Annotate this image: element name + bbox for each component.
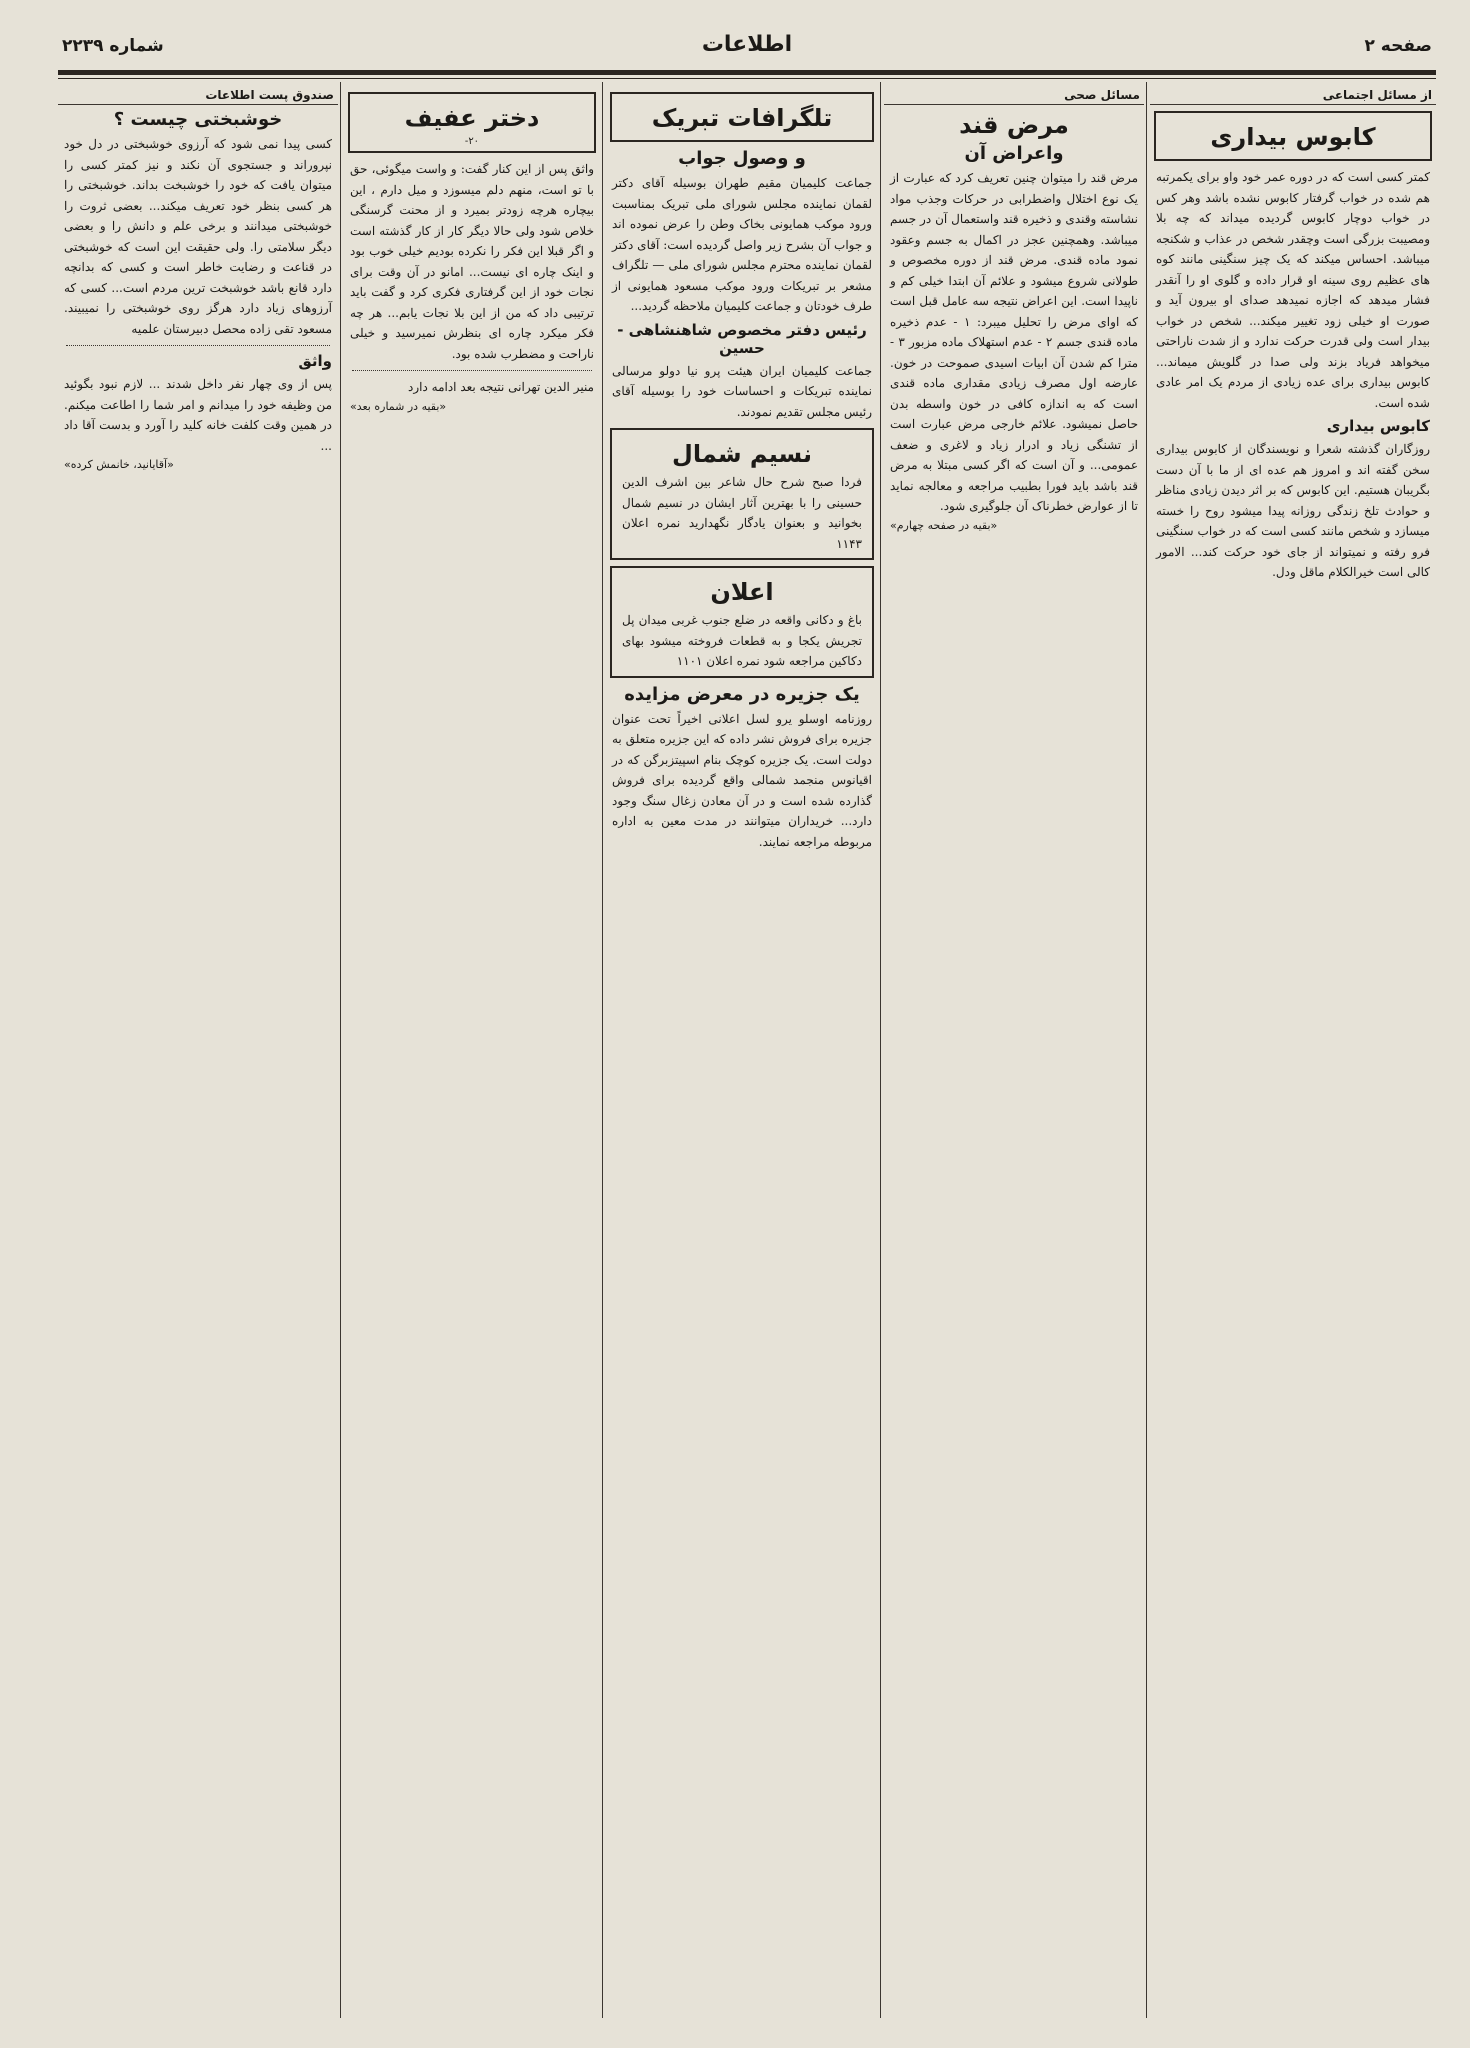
title-box	[610, 92, 874, 142]
continued-note: «بقیه در شماره بعد»	[350, 399, 447, 413]
header-thick-rule	[58, 70, 1436, 75]
continued-note: «آقایانید، خانمش کرده»	[64, 458, 174, 471]
article-body-continued: جماعت کلیمیان ایران هیئت پرو نیا دولو مرسالی نماینده تبریکات و احساسات خود را بوسیله آقای رئیس مجلس تقدیم نمودند.	[612, 363, 872, 419]
ad-box-nasim-shomal	[610, 428, 874, 560]
column-serial-story	[344, 86, 600, 2018]
article-body: کسی پیدا نمی شود که آرزوی خوشبختی در دل خود نپروراند و جستجوی آن نکند و نیز کمتر کسی را میتوان یافت که خود را خوشبخت بداند. خوشبختی را هر کسی بنظر خود تعریف میکند... بعضی ثروت را خوشبختی میدانند و برخی علم و دانش را و بعضی دیگر سلامتی را. ولی حقیقت این است که خوشبختی در قناعت و رضایت خاطر است و کسی که بدانچه دارد قانع باشد خوشبخت ترین مردم است... کسی که آرزوهای زیاد دارد هرگز روی خوشبختی را نمیبیند. مسعود تقی زاده محصل دبیرستان علمیه	[64, 137, 332, 336]
article-subheading: واثق	[298, 352, 332, 370]
article-body: مرض قند را میتوان چنین تعریف کرد که عبارت از یک نوع اختلال واضطرابی در حرکات وجذب مواد نشاسته وقندی و ذخیره قند واستعمال آن در جسم میباشد. وهمچنین عجز در اکمال به جسم وعقود نمود ماده قندی. مرض قند از دوره مخصوص و طولانی شروع میشود و علائم آن ابتدا خیلی کم و ناپیدا است. این اعراض نتیجه سه عامل قبل است که اوای مرض را تحلیل میبرد: ۱ - عدم ذخیره ماده قندی جسم ۲ - عدم استهلاک ماده مزبور ۳ - مترا کم شدن آن ابیات اسیدی صموحت در خون. عارضه اول مصرف زیادی مقداری ماده قندی است که به اندازه کافی در خون واسطه بدن حاصل نمیشود. علائم خارجی مرض عبارت است از تشنگی زیاد و ادرار زیاد و لاغری و ضعف عمومی... و آن است که اگر کسی مبتلا به مرض قند باشد باید فورا بطبیب مراجعه و معالجه نماید تا از عوارض خطرناک آن جلوگیری شود.	[890, 171, 1138, 513]
article-title: مرض قند	[959, 111, 1069, 139]
page-header	[62, 28, 1432, 68]
ad-box-announcement	[610, 566, 874, 678]
divider	[66, 345, 330, 346]
article-body: کمتر کسی است که در دوره عمر خود واو برای یکمرتبه هم شده در خواب گرفتار کابوس نشده باشد وهر کس در خواب دوچار کابوس گردیده میداند که چه بلا ومصیبت بزرگی است وچقدر شخص در عذاب و شکنجه میباشد. احساس میکند که یک چیز سنگینی مانند کوه های عظیم روی سینه او قرار داده و گلوی او را آنقدر فشار میدهد که اجازه نمیدهد صدای او بیرون آید و صورت او خیلی زود تغییر میکند... شخص در خواب بیدار است ولی قدرت حرکت ندارد و از شدت ناراحتی میخواهد فریاد بزند ولی صدا در گلویش میماند... کابوس بیداری برای عده زیادی از مردم یک امر عادی شده است.	[1156, 170, 1430, 410]
header-thin-rule	[58, 78, 1436, 79]
section-body: روزنامه اوسلو یرو لسل اعلانی اخیراً تحت عنوان جزیره برای فروش نشر داده که این جزیره متعلق به دولت است. یک جزیره کوچک بنام اسپیتزبرگن که در اقیانوس منجمد شمالی واقع گردیده برای فروش گذارده شده است و در آن معادن زغال سنگ وجود دارد... خریداران میتوانند در مدت معین به اداره مربوطه مراجعه نمایند.	[612, 711, 872, 849]
section-label: از مسائل اجتماعی	[1150, 86, 1436, 105]
column-telegrams	[606, 86, 878, 2018]
article-title: تلگرافات تبریک	[651, 104, 833, 132]
column-divider	[1146, 82, 1147, 2018]
story-body: واثق پس از این کنار گفت: و واست میگوئی، حق با تو است، منهم دلم میسوزد و میل دارم ، این بیچاره هرچه زودتر بمیرد و از محنت گرسنگی خلاص شود ولی حالا دیگر کار از کار گذشته است و اگر قبلا این فکر را نکرده بودیم خیلی خوب بود و اینک چاره ای نیست... امانو در آن وقت برای نجات خود از این گرفتاری فکری کرد و گفت باید ترتیبی داد که من از این بلا نجات یابم... هر چه فکر میکرد چاره ای بنظرش نمیرسید و خیلی ناراحت و مضطرب شده بود.	[350, 162, 594, 361]
title-box	[348, 92, 596, 153]
section-label: صندوق پست اطلاعات	[58, 86, 338, 105]
issue-number: شماره ۲۲۳۹	[62, 36, 164, 56]
article-body-continued: روزگاران گذشته شعرا و نویسندگان از کابوس بیداری سخن گفته اند و امروز هم عده ای از ما با آن دست بگریبان هستیم. این کابوس که بر اثر دیدن زیادی مناظر و حوادث تلخ زندگی روزانه پیدا میشود روح را خسته میسازد و شخص مانند کسی است که در خواب سنگینی فرو رفته و نمیتواند از جای خود حرکت کند... الامور کالی است خیرالکلام ماقل ودل.	[1156, 442, 1430, 579]
article-subtitle: واعراض آن	[964, 143, 1064, 164]
ad-text: فردا صبح شرح حال شاعر بین اشرف الدین حسینی را با بهترین آثار ایشان در نسیم شمال بخوانید و بعنوان یادگار نگهدارید نمره اعلان ۱۱۴۳	[622, 475, 862, 551]
article-signature: رئیس دفتر مخصوص شاهنشاهی - حسین	[617, 320, 867, 357]
column-social-issues	[1150, 86, 1436, 2018]
article-body-continued: پس از وی چهار نفر داخل شدند ... لازم نبود بگوئید من وظیفه خود را میدانم و امر شما را اطاعت میکنم. در همین وقت کلفت خانه کلید را آورد و بدست آقا داد ...	[64, 377, 332, 453]
article-title: کابوس بیداری	[1210, 123, 1376, 151]
article-subheading: کابوس بیداری	[1326, 417, 1430, 435]
section-heading: یک جزیره در معرض مزایده	[624, 683, 860, 705]
article-title: خوشبختی چیست ؟	[113, 109, 283, 130]
article-body: جماعت کلیمیان مقیم طهران بوسیله آقای دکتر لقمان نماینده مجلس شورای ملی تبریک بمناسبت ورود موکب همایونی بخاک وطن را عرض نموده اند و جواب آن بشرح زیر واصل گردیده است: آقای دکتر لقمان نماینده محترم مجلس شورای ملی — تلگراف مشعر بر تبریکات ورود موکب مسعود همایونی از طرف خودتان و جماعت کلیمیان ملاحظه گردید...	[612, 176, 872, 313]
ad-title: اعلان	[710, 578, 774, 606]
column-mailbox	[58, 86, 338, 2018]
continued-note: «بقیه در صفحه چهارم»	[890, 518, 998, 532]
column-health	[884, 86, 1144, 2018]
story-note: منیر الدین تهرانی نتیجه بعد ادامه دارد	[408, 380, 594, 394]
section-label: مسائل صحی	[884, 86, 1144, 105]
paper-name: اطلاعات	[701, 32, 793, 57]
ad-title: نسیم شمال	[672, 440, 812, 468]
divider	[352, 370, 592, 371]
story-title: دختر عفیف	[404, 104, 540, 132]
episode-number: ۲۰-	[464, 136, 480, 147]
article-subtitle: و وصول جواب	[678, 148, 806, 169]
column-divider	[880, 82, 881, 2018]
ad-text: باغ و دکانی واقعه در ضلع جنوب غربی میدان پل تجریش یکجا و به قطعات فروخته میشود بهای دکاکین مراجعه شود نمره اعلان ۱۱۰۱	[622, 613, 862, 668]
title-box	[1154, 111, 1432, 161]
column-divider	[602, 82, 603, 2018]
page-number: صفحه ۲	[1364, 36, 1432, 56]
column-divider	[340, 82, 341, 2018]
